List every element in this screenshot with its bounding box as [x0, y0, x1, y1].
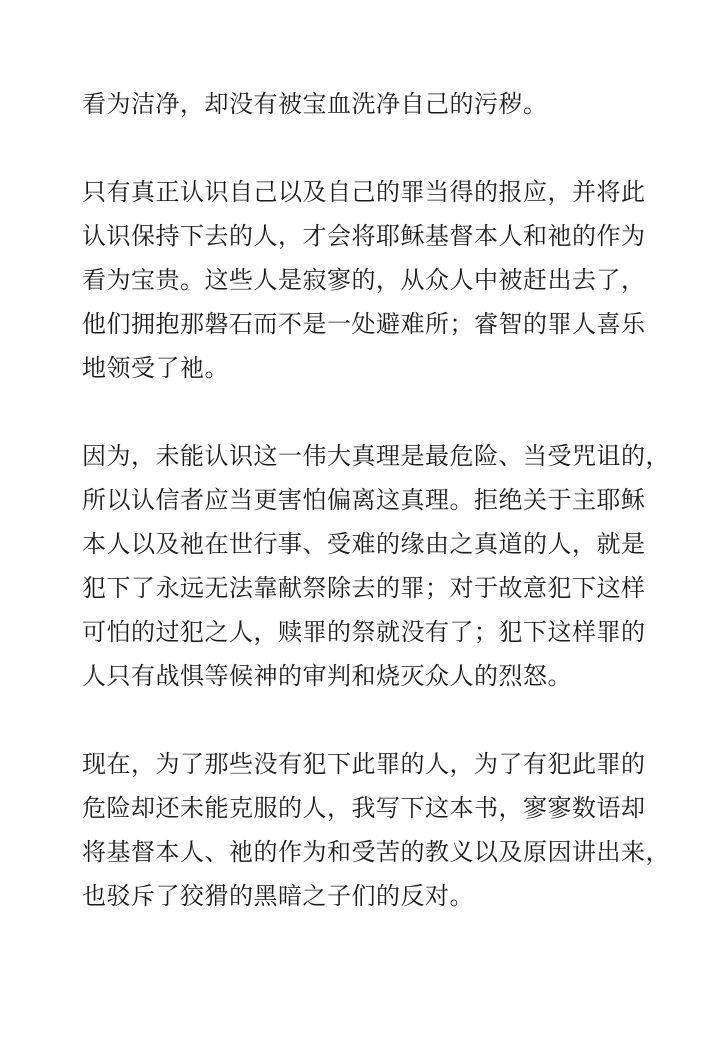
text-line: 将基督本人、祂的作为和受苦的教义以及原因讲出来，: [82, 838, 670, 866]
paragraph: [82, 82, 642, 126]
paragraph: [82, 434, 670, 698]
text-line: 所以认信者应当更害怕偏离这真理。拒绝关于主耶稣: [82, 486, 646, 514]
paragraph: [82, 742, 670, 918]
text-line: 他们拥抱那磐石而不是一处避难所；睿智的罪人喜乐: [82, 310, 646, 338]
text-line: 只有真正认识自己以及自己的罪当得的报应，并将此: [82, 178, 646, 206]
text-line: 现在，为了那些没有犯下此罪的人，为了有犯此罪的: [82, 750, 646, 778]
text-line: 人只有战惧等候神的审判和烧灭众人的烈怒。: [82, 662, 572, 690]
text-line: 也驳斥了狡猾的黑暗之子们的反对。: [82, 882, 474, 910]
text-line: 地领受了祂。: [82, 354, 229, 382]
document-page: [82, 82, 670, 918]
text-line: 犯下了永远无法靠献祭除去的罪；对于故意犯下这样: [82, 574, 646, 602]
text-line: 本人以及祂在世行事、受难的缘由之真道的人，就是: [82, 530, 646, 558]
text-line: 因为，未能认识这一伟大真理是最危险、当受咒诅的，: [82, 442, 670, 470]
text-line: 看为宝贵。这些人是寂寥的，从众人中被赶出去了，: [82, 266, 646, 294]
paragraph-gap: [82, 390, 642, 434]
text-line: 危险却还未能克服的人，我写下这本书，寥寥数语却: [82, 794, 646, 822]
paragraph: [82, 170, 646, 390]
text-line: 可怕的过犯之人，赎罪的祭就没有了；犯下这样罪的: [82, 618, 646, 646]
paragraph-gap: [82, 698, 642, 742]
text-line: 看为洁净，却没有被宝血洗净自己的污秽。: [82, 90, 548, 118]
text-line: 认识保持下去的人，才会将耶稣基督本人和祂的作为: [82, 222, 646, 250]
paragraph-gap: [82, 126, 642, 170]
